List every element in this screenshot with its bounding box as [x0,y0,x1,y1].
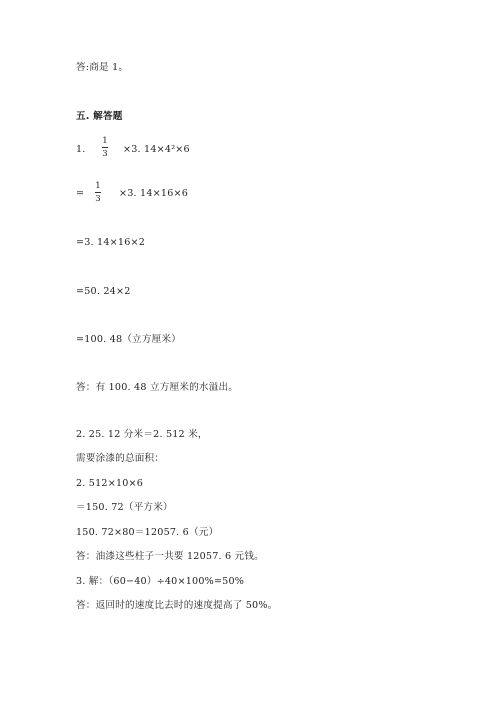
fraction-denominator: 3 [102,149,108,159]
q1-answer: 答：有 100. 48 立方厘米的水溢出。 [76,382,239,393]
q2-answer: 答：油漆这些柱子一共要 12057. 6 元钱。 [76,551,264,562]
q2-line3: 2. 512×10×6 [76,478,144,489]
q1-step1-fraction [95,181,101,204]
q1-expression: ×3. 14×4²×6 [123,144,190,155]
q2-line1: 2. 25. 12 分米＝2. 512 米， [76,429,208,440]
section-title: 五. 解答题 [76,111,123,122]
q1-step1-expression: ×3. 14×16×6 [119,188,189,199]
q1-step1-equals: = [76,188,85,199]
q3-answer: 答：返回时的速度比去时的速度提高了 50%。 [76,600,278,611]
q3-line1: 3. 解：（60−40）÷40×100%=50% [76,576,245,587]
q1-fraction [102,136,108,159]
q2-line4: ＝150. 72（平方米） [76,502,173,513]
q2-line2: 需要涂漆的总面积： [76,453,165,464]
q2-line5: 150. 72×80＝12057. 6（元） [76,527,219,538]
fraction-bar [102,147,108,148]
fraction-numerator: 1 [102,136,108,146]
answer-quotient: 答:商是 1。 [76,62,129,73]
q1-number: 1. [76,144,86,155]
fraction-numerator: 1 [95,181,101,191]
fraction-denominator: 3 [95,194,101,204]
q1-step4: =100. 48（立方厘米） [76,334,182,345]
fraction-bar [95,192,101,193]
q1-step2: =3. 14×16×2 [76,237,146,248]
q1-step3: =50. 24×2 [76,286,131,297]
